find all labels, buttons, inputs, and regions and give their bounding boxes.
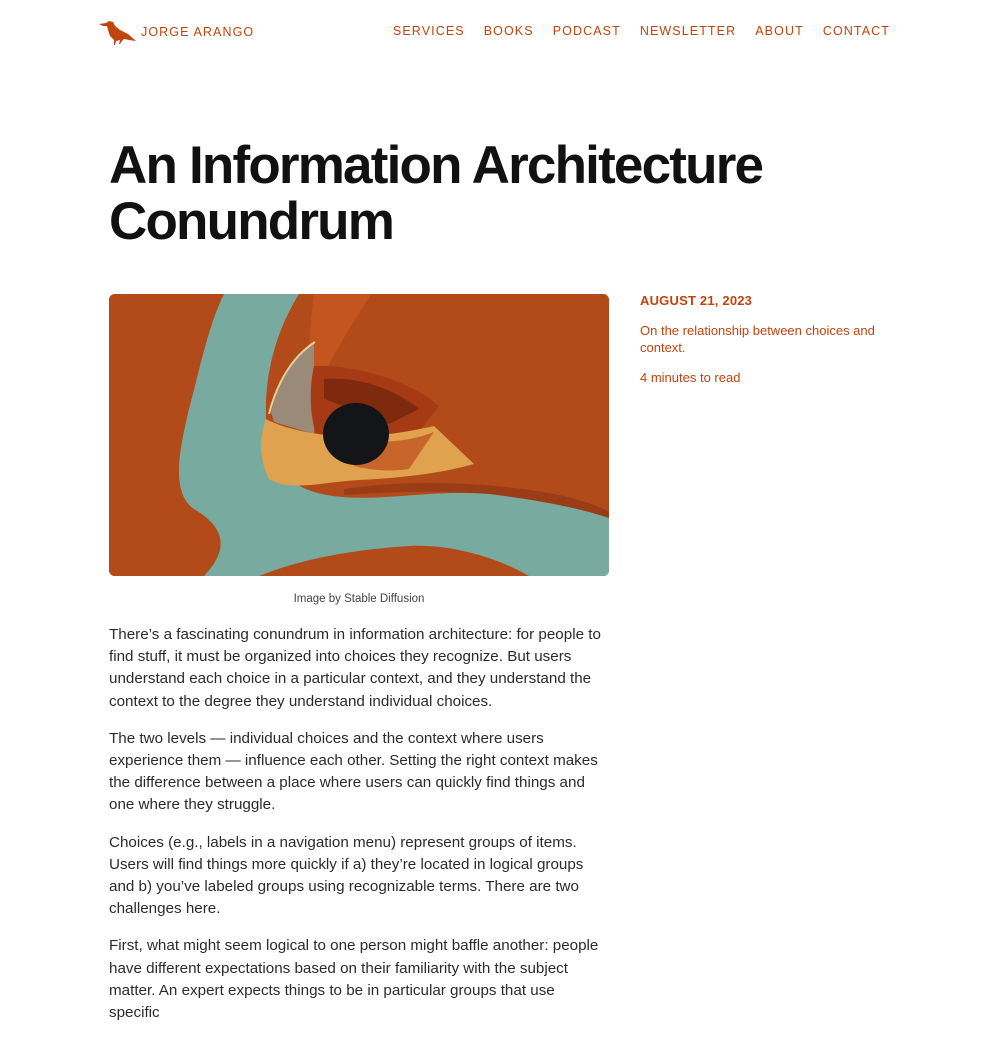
paragraph: The two levels — individual choices and the context where users experience them — influence each other. Setting the right context makes the difference between a place where users can quickly find things and one where they struggle. [109, 729, 598, 814]
site-header [0, 0, 1000, 64]
nav-books[interactable]: BOOKS [483, 24, 534, 38]
article-meta [640, 293, 890, 385]
article-summary: On the relationship between choices and context. [640, 323, 875, 355]
hero-image [109, 294, 609, 576]
read-time: 4 minutes to read [640, 370, 741, 385]
brand-name: JORGE ARANGO [141, 25, 255, 39]
main-nav [393, 22, 890, 40]
nav-podcast[interactable]: PODCAST [552, 24, 621, 38]
nav-contact[interactable]: CONTACT [822, 24, 890, 38]
paragraph: There’s a fascinating conundrum in information architecture: for people to find stuff, it must be organized into choices they recognize. But users understand each choice in a particular context, and they understand the context to the degree they understand individual choices. [109, 626, 601, 710]
paragraph: First, what might seem logical to one person might baffle another: people have different expectations based on their familiarity with the subject matter. An expert expects things to be in particular groups that use specific [109, 937, 599, 1022]
nav-about[interactable]: ABOUT [755, 24, 804, 38]
title-line-1: An Information Architecture [109, 136, 763, 195]
nav-services[interactable]: SERVICES [392, 24, 465, 38]
nav-newsletter[interactable]: NEWSLETTER [639, 24, 737, 38]
paragraph: Choices (e.g., labels in a navigation menu) represent groups of items. Users will find things more quickly if a) they’re located in logical groups and b) you’ve labeled groups using recognizable terms. There are two challenges here. [109, 833, 584, 918]
page-title [109, 138, 829, 250]
brand-home-link[interactable] [98, 18, 254, 46]
crow-icon [98, 18, 138, 46]
title-line-2: Conundrum [109, 192, 394, 251]
image-caption: Image by Stable Diffusion [293, 593, 425, 605]
publish-date: AUGUST 21, 2023 [640, 293, 753, 308]
article-body [109, 624, 609, 1039]
